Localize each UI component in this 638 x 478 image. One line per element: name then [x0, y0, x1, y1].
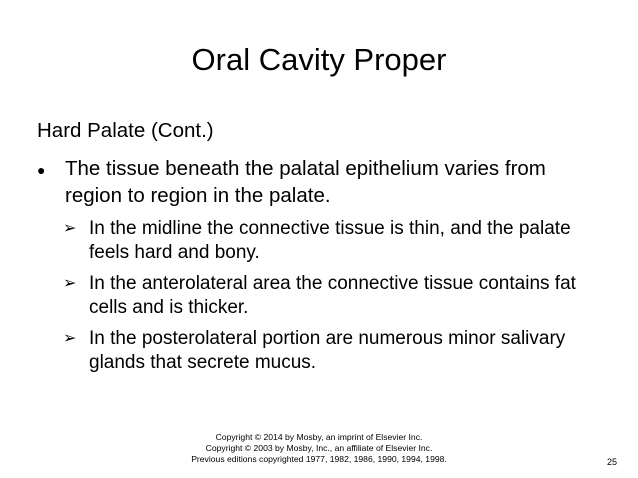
- sub-bullet-item: [63, 327, 583, 375]
- sub-bullet-text: In the posterolateral portion are numerous minor salivary glands that secrete mucus.: [89, 328, 566, 373]
- copyright-line: Copyright © 2014 by Mosby, an imprint of Elsevier Inc.: [215, 432, 423, 442]
- copyright-line: Previous editions copyrighted 1977, 1982, 1986, 1990, 1994, 1998.: [191, 454, 447, 464]
- bullet-item: [37, 155, 597, 209]
- slide-title: Oral Cavity Proper: [191, 42, 447, 77]
- arrow-bullet-icon: ➢: [63, 220, 77, 237]
- sub-bullet-text: In the midline the connective tissue is thin, and the palate feels hard and bony.: [89, 218, 571, 263]
- sub-bullet-item: [63, 217, 583, 265]
- copyright-line: Copyright © 2003 by Mosby, Inc., an affiliate of Elsevier Inc.: [205, 443, 433, 453]
- bullet-dot-icon: ●: [37, 162, 46, 178]
- slide-subheading: Hard Palate (Cont.): [37, 119, 214, 142]
- page-number: 25: [607, 457, 618, 467]
- sub-bullet-text: In the anterolateral area the connective tissue contains fat cells and is thicker.: [89, 273, 576, 318]
- bullet-text: The tissue beneath the palatal epithelium varies from region to region in the palate.: [65, 157, 546, 207]
- copyright-notice: [0, 432, 638, 465]
- sub-bullet-item: [63, 272, 583, 320]
- arrow-bullet-icon: ➢: [63, 330, 77, 347]
- arrow-bullet-icon: ➢: [63, 275, 77, 292]
